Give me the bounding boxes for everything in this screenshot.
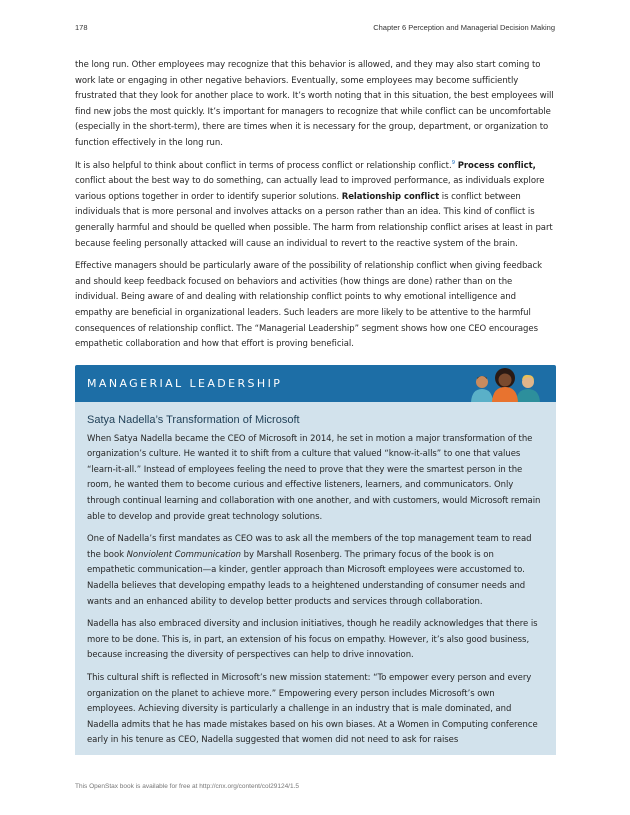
footer-note: This OpenStax book is available for free at http://cnx.org/content/col29124/1.5 <box>75 783 300 790</box>
feature-banner <box>75 365 556 402</box>
feature-box <box>75 402 556 755</box>
paragraph-text: conflict about the best way to do something, can actually lead to improved performance, as individuals explore various options together in order to identify superior solutions. <box>75 176 545 202</box>
feature-title: Satya Nadella’s Transformation of Microsoft <box>87 413 300 426</box>
key-term-process-conflict: Process conflict, <box>457 160 536 171</box>
feature-banner-title: MANAGERIAL LEADERSHIP <box>87 376 283 390</box>
people-group-icon <box>468 365 542 402</box>
body-paragraph-3: Effective managers should be particularly aware of the possibility of relationship conflict when giving feedback and should keep feedback focused on behaviors and activities (how things are done) rather than on the individual. Being aware of and dealing with relationship conflict points to why emotional intelligence and empathy are beneficial in organizational leaders. Such leaders are more likely to be attentive to the harmful consequences of relationship conflict. The “Managerial Leadership” segment shows how one CEO encourages empathetic collaboration and how that effort is proving beneficial. <box>75 261 542 350</box>
running-header-chapter: Chapter 6 Perception and Managerial Decision Making <box>373 23 555 32</box>
feature-paragraph-1: When Satya Nadella became the CEO of Microsoft in 2014, he set in motion a major transformation of the organization’s culture. He wanted it to shift from a culture that valued “know-it-alls” to one that values “learn-it-all.” Instead of employees feeling the need to prove that they were the smartest person in the room, he wanted them to become curious and effective listeners, learners, and communicators. Only through continual learning and collaboration with one another, and with customers, would Microsoft remain able to develop and provide great technology solutions. <box>87 433 541 522</box>
key-term-relationship-conflict: Relationship conflict <box>341 191 440 202</box>
paragraph-text: by Marshall Rosenberg. The primary focus of the book is on empathetic communication—a kinder, gentler approach than Microsoft employees were accustomed to. Nadella believes that developing empathy leads to a heightened understanding of consumer needs and wants and an enhanced ability to develop better products and services through collaboration. <box>87 549 526 607</box>
page-number: 178 <box>75 23 88 32</box>
paragraph-text: is conflict between individuals that is more personal and involves attacks on a person rather than an idea. This kind of conflict is generally harmful and should be quelled when possible. The harm from relationship conflict arises at least in part because feeling personally attacked will cause an individual to revert to the reactive system of the brain. <box>75 191 553 249</box>
paragraph-text: It is also helpful to think about conflict in terms of process conflict or relationship conflict. <box>75 160 452 171</box>
paragraph-text: One of Nadella’s first mandates as CEO was to ask all the members of the top management team to read the book <box>87 534 532 560</box>
book-title: Nonviolent Communication <box>126 549 241 560</box>
footnote-link[interactable]: 9 <box>451 159 456 166</box>
page-body <box>75 58 555 755</box>
feature-paragraph-4: This cultural shift is reflected in Microsoft’s new mission statement: “To empower every person and every organization on the planet to achieve more.” Empowering every person includes Microsoft’s own employees. Achieving diversity is particularly a challenge in an industry that is male dominated, and Nadella admits that he has made mistakes based on his own biases. At a Women in Computing conference early in his tenure as CEO, Nadella suggested that women did not need to ask for raises <box>87 673 538 746</box>
body-paragraph-1: the long run. Other employees may recognize that this behavior is allowed, and they may also start coming to work late or engaging in other negative behaviors. Eventually, some employees may become sufficiently frustrated that they look for another place to work. It’s worth noting that in this situation, the best employees will find new jobs the most quickly. It’s important for managers to recognize that while conflict can be uncomfortable (especially in the short-term), there are times when it is necessary for the group, department, or organization to function effectively in the long run. <box>75 60 554 148</box>
managerial-leadership-feature <box>75 365 556 755</box>
feature-paragraph-2 <box>87 532 544 610</box>
feature-paragraph-3: Nadella has also embraced diversity and inclusion initiatives, though he readily acknowledges that there is more to be done. This is, in part, an extension of his focus on empathy. However, it’s also good business, because increasing the diversity of perspectives can help to drive innovation. <box>87 619 538 661</box>
body-paragraph-2 <box>75 159 555 253</box>
